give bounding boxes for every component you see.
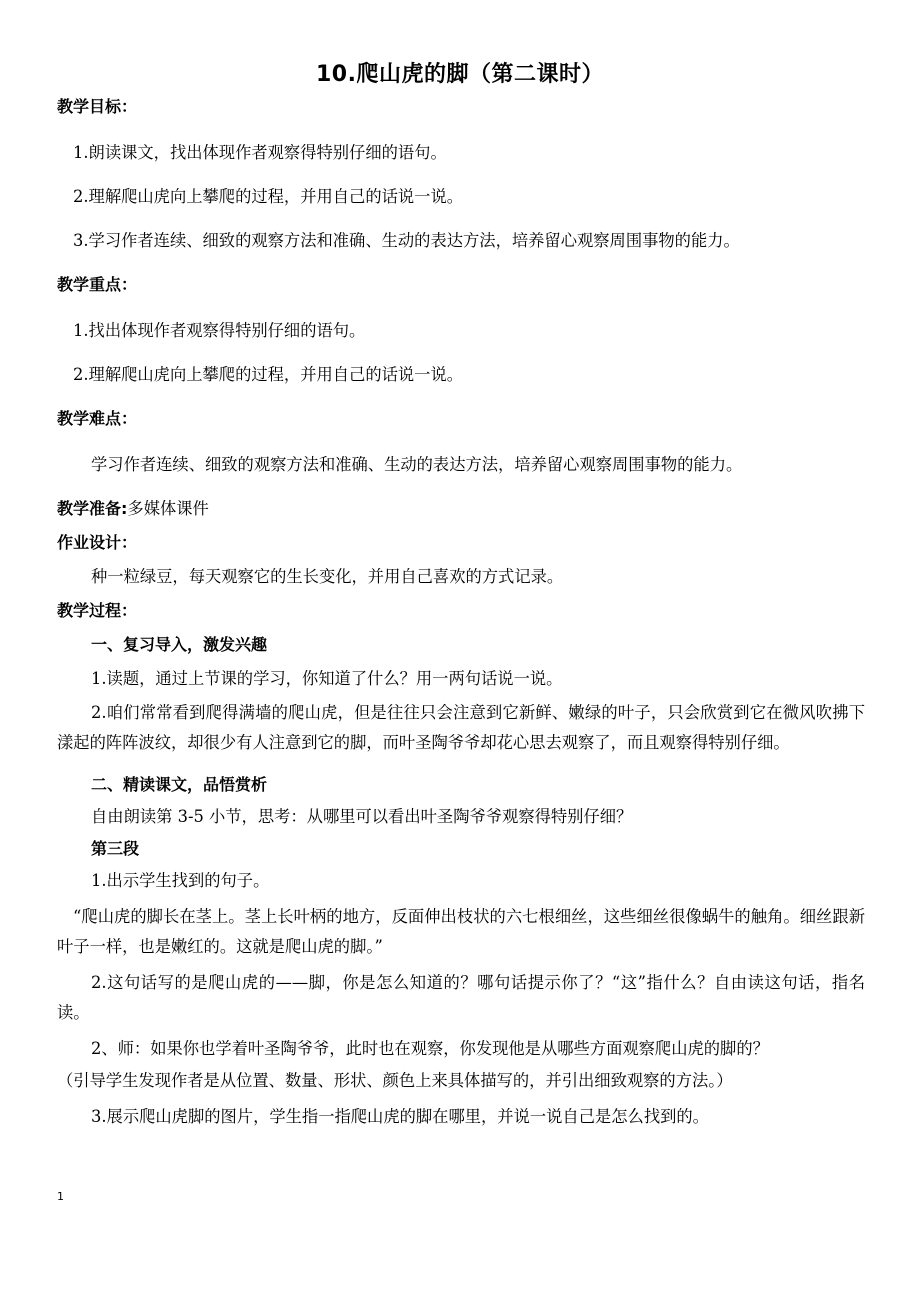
objective-item-2: 2.理解爬山虎向上攀爬的过程，并用自己的话说一说。 (73, 187, 464, 206)
section2-para-3-note: （引导学生发现作者是从位置、数量、形状、颜色上来具体描写的，并引出细致观察的方法。） (57, 1071, 733, 1090)
section2-intro: 自由朗读第 3-5 小节，思考：从哪里可以看出叶圣陶爷爷观察得特别仔细？ (91, 807, 633, 826)
difficulties-heading: 教学难点： (57, 409, 138, 428)
section2-para-3: 2、师：如果你也学着叶圣陶爷爷，此时也在观察，你发现他是从哪些方面观察爬山虎的脚的？ (91, 1039, 769, 1058)
section2-heading: 二、精读课文，品悟赏析 (91, 775, 268, 794)
section2-para-2: 2.这句话写的是爬山虎的——脚，你是怎么知道的？哪句话提示你了？“这”指什么？自由读这句话，指名读。 (57, 973, 865, 1022)
lesson-content (57, 92, 865, 1132)
homework-heading: 作业设计： (57, 533, 138, 552)
section1-para-1: 1.读题，通过上节课的学习，你知道了什么？用一两句话说一说。 (91, 669, 563, 688)
section2-para-1: 1.出示学生找到的句子。 (91, 871, 270, 890)
process-heading: 教学过程： (57, 601, 138, 620)
lesson-title: 10.爬山虎的脚（第二课时） (316, 62, 604, 87)
key-point-item-1: 1.找出体现作者观察得特别仔细的语句。 (73, 321, 366, 340)
objectives-heading: 教学目标： (57, 97, 138, 116)
difficulties-text: 学习作者连续、细致的观察方法和准确、生动的表达方法，培养留心观察周围事物的能力。 (91, 455, 743, 474)
preparation-value: 多媒体课件 (127, 499, 209, 518)
objective-item-3: 3.学习作者连续、细致的观察方法和准确、生动的表达方法，培养留心观察周围事物的能力。 (73, 231, 740, 250)
section1-para-2: 2.咱们常常看到爬得满墙的爬山虎，但是往往只会注意到它新鲜、嫩绿的叶子，只会欣赏到它在微风吹拂下漾起的阵阵波纹，却很少有人注意到它的脚，而叶圣陶爷爷却花心思去观察了，而且观察得特别仔细。 (57, 703, 865, 752)
preparation-label: 教学准备 (57, 499, 122, 518)
objective-item-1: 1.朗读课文，找出体现作者观察得特别仔细的语句。 (73, 143, 447, 162)
section2-subheading: 第三段 (91, 839, 140, 858)
preparation-colon: : (121, 499, 128, 518)
homework-text: 种一粒绿豆，每天观察它的生长变化，并用自己喜欢的方式记录。 (91, 567, 564, 586)
section2-para-4: 3.展示爬山虎脚的图片，学生指一指爬山虎的脚在哪里，并说一说自己是怎么找到的。 (91, 1107, 709, 1126)
key-point-item-2: 2.理解爬山虎向上攀爬的过程，并用自己的话说一说。 (73, 365, 464, 384)
preparation-line (57, 494, 865, 524)
page-number: 1 (57, 1190, 64, 1203)
key-points-heading: 教学重点： (57, 275, 138, 294)
section1-heading: 一、复习导入，激发兴趣 (91, 635, 268, 654)
section2-quote: “爬山虎的脚长在茎上。茎上长叶柄的地方，反面伸出枝状的六七根细丝，这些细丝很像蜗牛的触角。细丝跟新叶子一样，也是嫩红的。这就是爬山虎的脚。” (57, 907, 865, 956)
